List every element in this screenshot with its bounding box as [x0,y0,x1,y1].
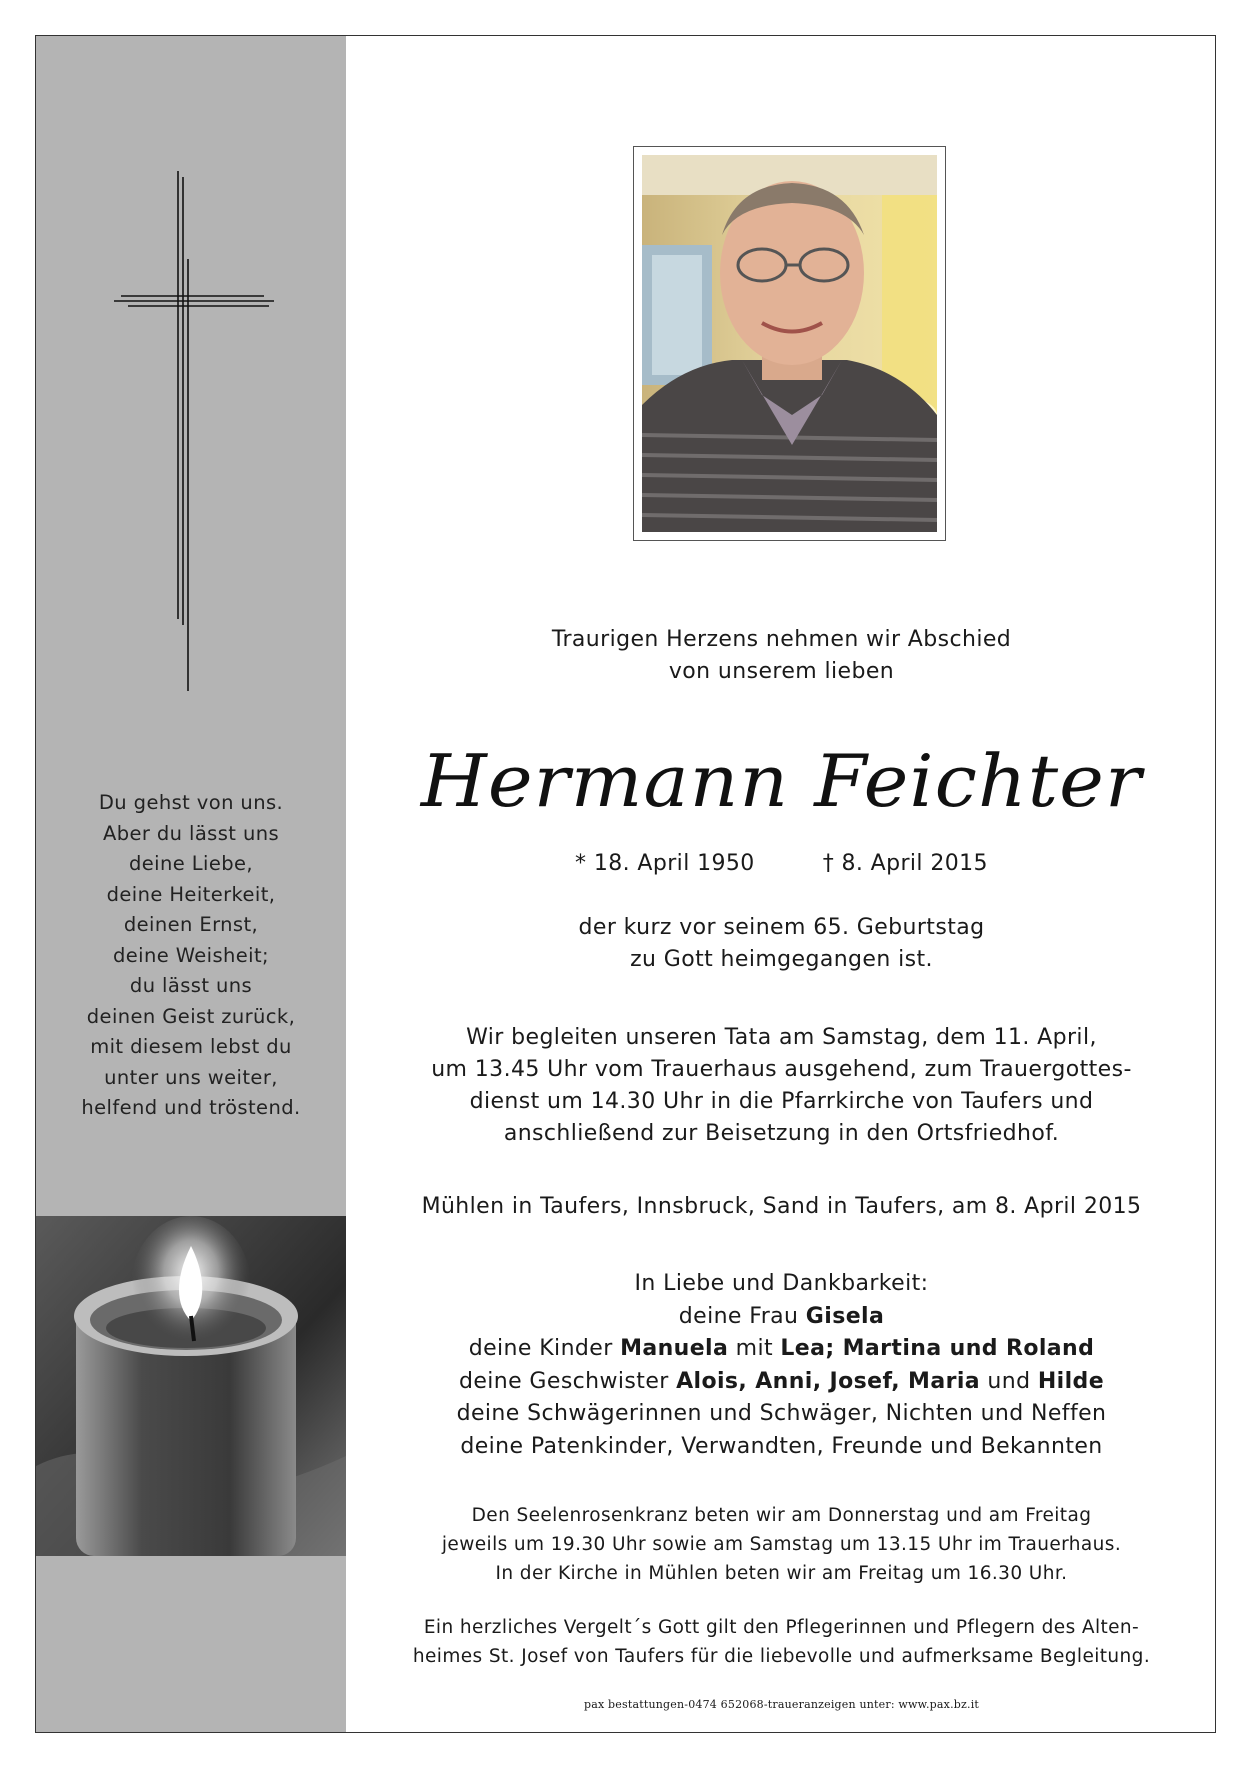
mourners-heading: In Liebe und Dankbarkeit: [634,1271,929,1296]
intro-text [346,624,1217,688]
birthday-line: zu Gott heimgegangen ist. [630,947,933,972]
poem-line: unter uns weiter, [104,1065,278,1089]
mourner-name: Manuela [620,1336,729,1361]
funeral-home-footer: pax bestattungen-0474 652068-traueranzeigen unter: www.pax.bz.it [583,1698,980,1711]
death-date: † 8. April 2015 [822,851,988,876]
rosary-info [346,1501,1217,1588]
place-date: Mühlen in Taufers, Innsbruck, Sand in Taufers, am 8. April 2015 [421,1194,1142,1219]
mourners-others: deine Patenkinder, Verwandten, Freunde und Bekannten [460,1433,1103,1459]
mourners-siblings [346,1366,1217,1399]
poem-line: du lässt uns [129,974,253,997]
relation-label: deine Frau [678,1303,806,1329]
mourners-wife [346,1301,1217,1334]
poem-line: mit diesem lebst du [90,1035,292,1058]
funeral-line: um 13.45 Uhr vom Trauerhaus ausgehend, zum Trauergottes- [431,1057,1132,1082]
obituary-card [35,35,1216,1733]
mourners-list [346,1268,1217,1463]
poem-line: deinen Ernst, [123,913,259,936]
funeral-line: Wir begleiten unseren Tata am Samstag, dem 11. April, [466,1025,1097,1050]
poem-line: deinen Geist zurück, [86,1004,296,1028]
relation-label: deine Geschwister [458,1368,677,1394]
thanks-note [346,1613,1217,1671]
poem-line: deine Liebe, [129,852,253,875]
funeral-details [346,1022,1217,1150]
birthday-line: der kurz vor seinem 65. Geburtstag [578,915,985,940]
funeral-line: dienst um 14.30 Uhr in die Pfarrkirche von Taufers und [469,1089,1094,1114]
mourner-name: Alois, Anni, Josef, Maria [676,1368,981,1394]
birth-date: * 18. April 1950 [575,851,755,876]
candle-image [36,1216,346,1556]
mourner-name: Gisela [805,1303,885,1329]
connector-text: und [980,1368,1038,1394]
mourners-children [346,1333,1217,1366]
poem-line: Du gehst von uns. [98,791,284,814]
funeral-line: anschließend zur Beisetzung in den Ortsfriedhof. [503,1121,1060,1146]
poem-line: helfend und tröstend. [81,1096,301,1119]
life-dates [346,848,1217,880]
poem-line: Aber du lässt uns [102,821,280,845]
mourners-inlaws: deine Schwägerinnen und Schwäger, Nichten und Neffen [456,1401,1107,1426]
rosary-line: Den Seelenrosenkranz beten wir am Donnerstag und am Freitag [471,1505,1092,1526]
thanks-line: Ein herzliches Vergelt´s Gott gilt den Pflegerinnen und Pflegern des Alten- [423,1617,1140,1638]
intro-line: von unserem lieben [668,659,895,684]
thanks-line: heimes St. Josef von Taufers für die liebevolle und aufmerksame Begleitung. [412,1646,1151,1667]
birthday-note [346,912,1217,976]
notice-body [346,36,1217,1732]
connector-text: mit [728,1336,781,1361]
memorial-poem [36,788,346,1124]
mourner-name: Lea; Martina und Roland [780,1336,1095,1361]
relation-label: deine Kinder [468,1336,621,1361]
mourner-name: Hilde [1037,1368,1105,1394]
rosary-line: In der Kirche in Mühlen beten wir am Freitag um 16.30 Uhr. [495,1563,1068,1584]
poem-line: deine Heiterkeit, [106,882,276,906]
deceased-name: Hermann Feichter [420,739,1143,823]
intro-line: Traurigen Herzens nehmen wir Abschied [551,627,1012,652]
cross-icon [114,171,274,691]
rosary-line: jeweils um 19.30 Uhr sowie am Samstag um 13.15 Uhr im Trauerhaus. [441,1534,1122,1555]
sidebar-panel [36,36,346,1732]
poem-line: deine Weisheit; [112,943,270,967]
